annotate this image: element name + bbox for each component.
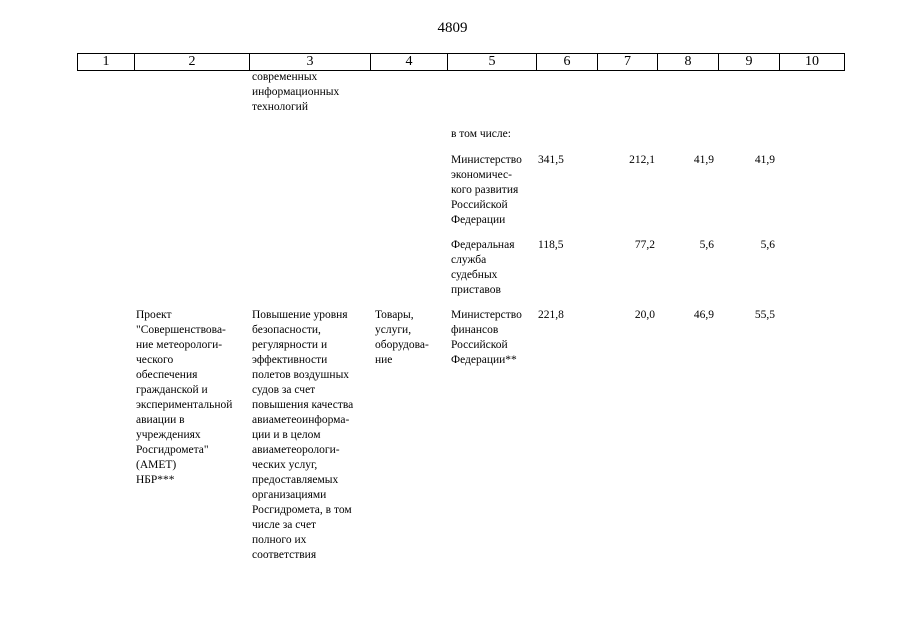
- goal-line: регулярности и: [252, 339, 328, 351]
- goal-line: организациями: [252, 489, 327, 501]
- goal-line: полетов воздушных: [252, 369, 350, 381]
- ministry-name-line: кого развития: [451, 184, 519, 196]
- project-line: ние метеорологи-: [136, 339, 223, 351]
- agency-line: финансов: [451, 324, 499, 336]
- goal-line: ческих услуг,: [252, 459, 318, 471]
- text-line: технологий: [252, 101, 308, 113]
- project-line: гражданской и: [136, 384, 208, 396]
- project-line: Проект: [136, 309, 172, 321]
- ministry-name-line: Министерство: [451, 154, 522, 166]
- header-col-5: 5: [447, 54, 536, 70]
- ministry-name-line: экономичес-: [451, 169, 512, 181]
- project-line: обеспечения: [136, 369, 198, 381]
- agency-line: Федерации**: [451, 354, 517, 366]
- goal-line: предоставляемых: [252, 474, 339, 486]
- goal-line: авиаметеорологи-: [252, 444, 340, 456]
- agency-line: Российской: [451, 339, 508, 351]
- project-line: "Совершенствова-: [136, 324, 226, 336]
- project-line: экспериментальной: [136, 399, 233, 411]
- goal-line: ции и в целом: [252, 429, 321, 441]
- goal-line: безопасности,: [252, 324, 321, 336]
- goal-line: эффективности: [252, 354, 328, 366]
- value-col7: 20,0: [634, 309, 655, 321]
- procurement-line: ние: [375, 354, 393, 366]
- goal-line: полного их: [252, 534, 307, 546]
- header-col-9: 9: [718, 54, 779, 70]
- agency-name-line: судебных: [451, 269, 498, 281]
- subtotal-label: в том числе:: [451, 128, 511, 140]
- value-col9: 41,9: [754, 154, 775, 166]
- project-line: НБР***: [136, 474, 175, 486]
- agency-name-line: приставов: [451, 284, 501, 296]
- goal-line: Росгидромета, в том: [252, 504, 352, 516]
- header-col-10: 10: [779, 54, 844, 70]
- header-col-7: 7: [597, 54, 657, 70]
- page-number: 4809: [437, 20, 468, 36]
- project-line: ческого: [136, 354, 174, 366]
- value-col9: 5,6: [760, 239, 775, 251]
- project-line: авиации в: [136, 414, 185, 426]
- header-col-4: 4: [370, 54, 447, 70]
- header-col-3: 3: [249, 54, 370, 70]
- value-col6: 118,5: [538, 239, 564, 251]
- value-col8: 46,9: [693, 309, 714, 321]
- goal-line: судов за счет: [252, 384, 316, 396]
- agency-name-line: Федеральная: [451, 239, 515, 251]
- project-line: учреждениях: [136, 429, 201, 441]
- goal-line: Повышение уровня: [252, 309, 348, 321]
- procurement-line: Товары,: [375, 309, 414, 321]
- project-line: (АМЕТ): [136, 459, 177, 471]
- ministry-name-line: Российской: [451, 199, 508, 211]
- goal-line: повышения качества: [252, 399, 354, 411]
- header-col-2: 2: [134, 54, 249, 70]
- procurement-line: услуги,: [375, 324, 412, 336]
- goal-line: числе за счет: [252, 519, 317, 531]
- value-col8: 41,9: [693, 154, 714, 166]
- goal-line: соответствия: [252, 549, 317, 561]
- value-col7: 212,1: [629, 154, 655, 166]
- ministry-name-line: Федерации: [451, 214, 506, 226]
- header-col-6: 6: [536, 54, 597, 70]
- value-col8: 5,6: [699, 239, 714, 251]
- text-line: информационных: [252, 86, 340, 98]
- agency-name-line: служба: [451, 254, 487, 266]
- header-col-8: 8: [657, 54, 718, 70]
- value-col6: 221,8: [538, 309, 564, 321]
- value-col6: 341,5: [538, 154, 564, 166]
- value-col9: 55,5: [754, 309, 775, 321]
- procurement-line: оборудова-: [375, 339, 429, 351]
- table-header-row: [77, 53, 845, 71]
- header-col-1: 1: [102, 54, 110, 69]
- value-col7: 77,2: [634, 239, 655, 251]
- agency-line: Министерство: [451, 309, 522, 321]
- goal-line: авиаметеоинформа-: [252, 414, 350, 426]
- project-line: Росгидромета": [136, 444, 209, 456]
- text-line: современных: [252, 71, 318, 83]
